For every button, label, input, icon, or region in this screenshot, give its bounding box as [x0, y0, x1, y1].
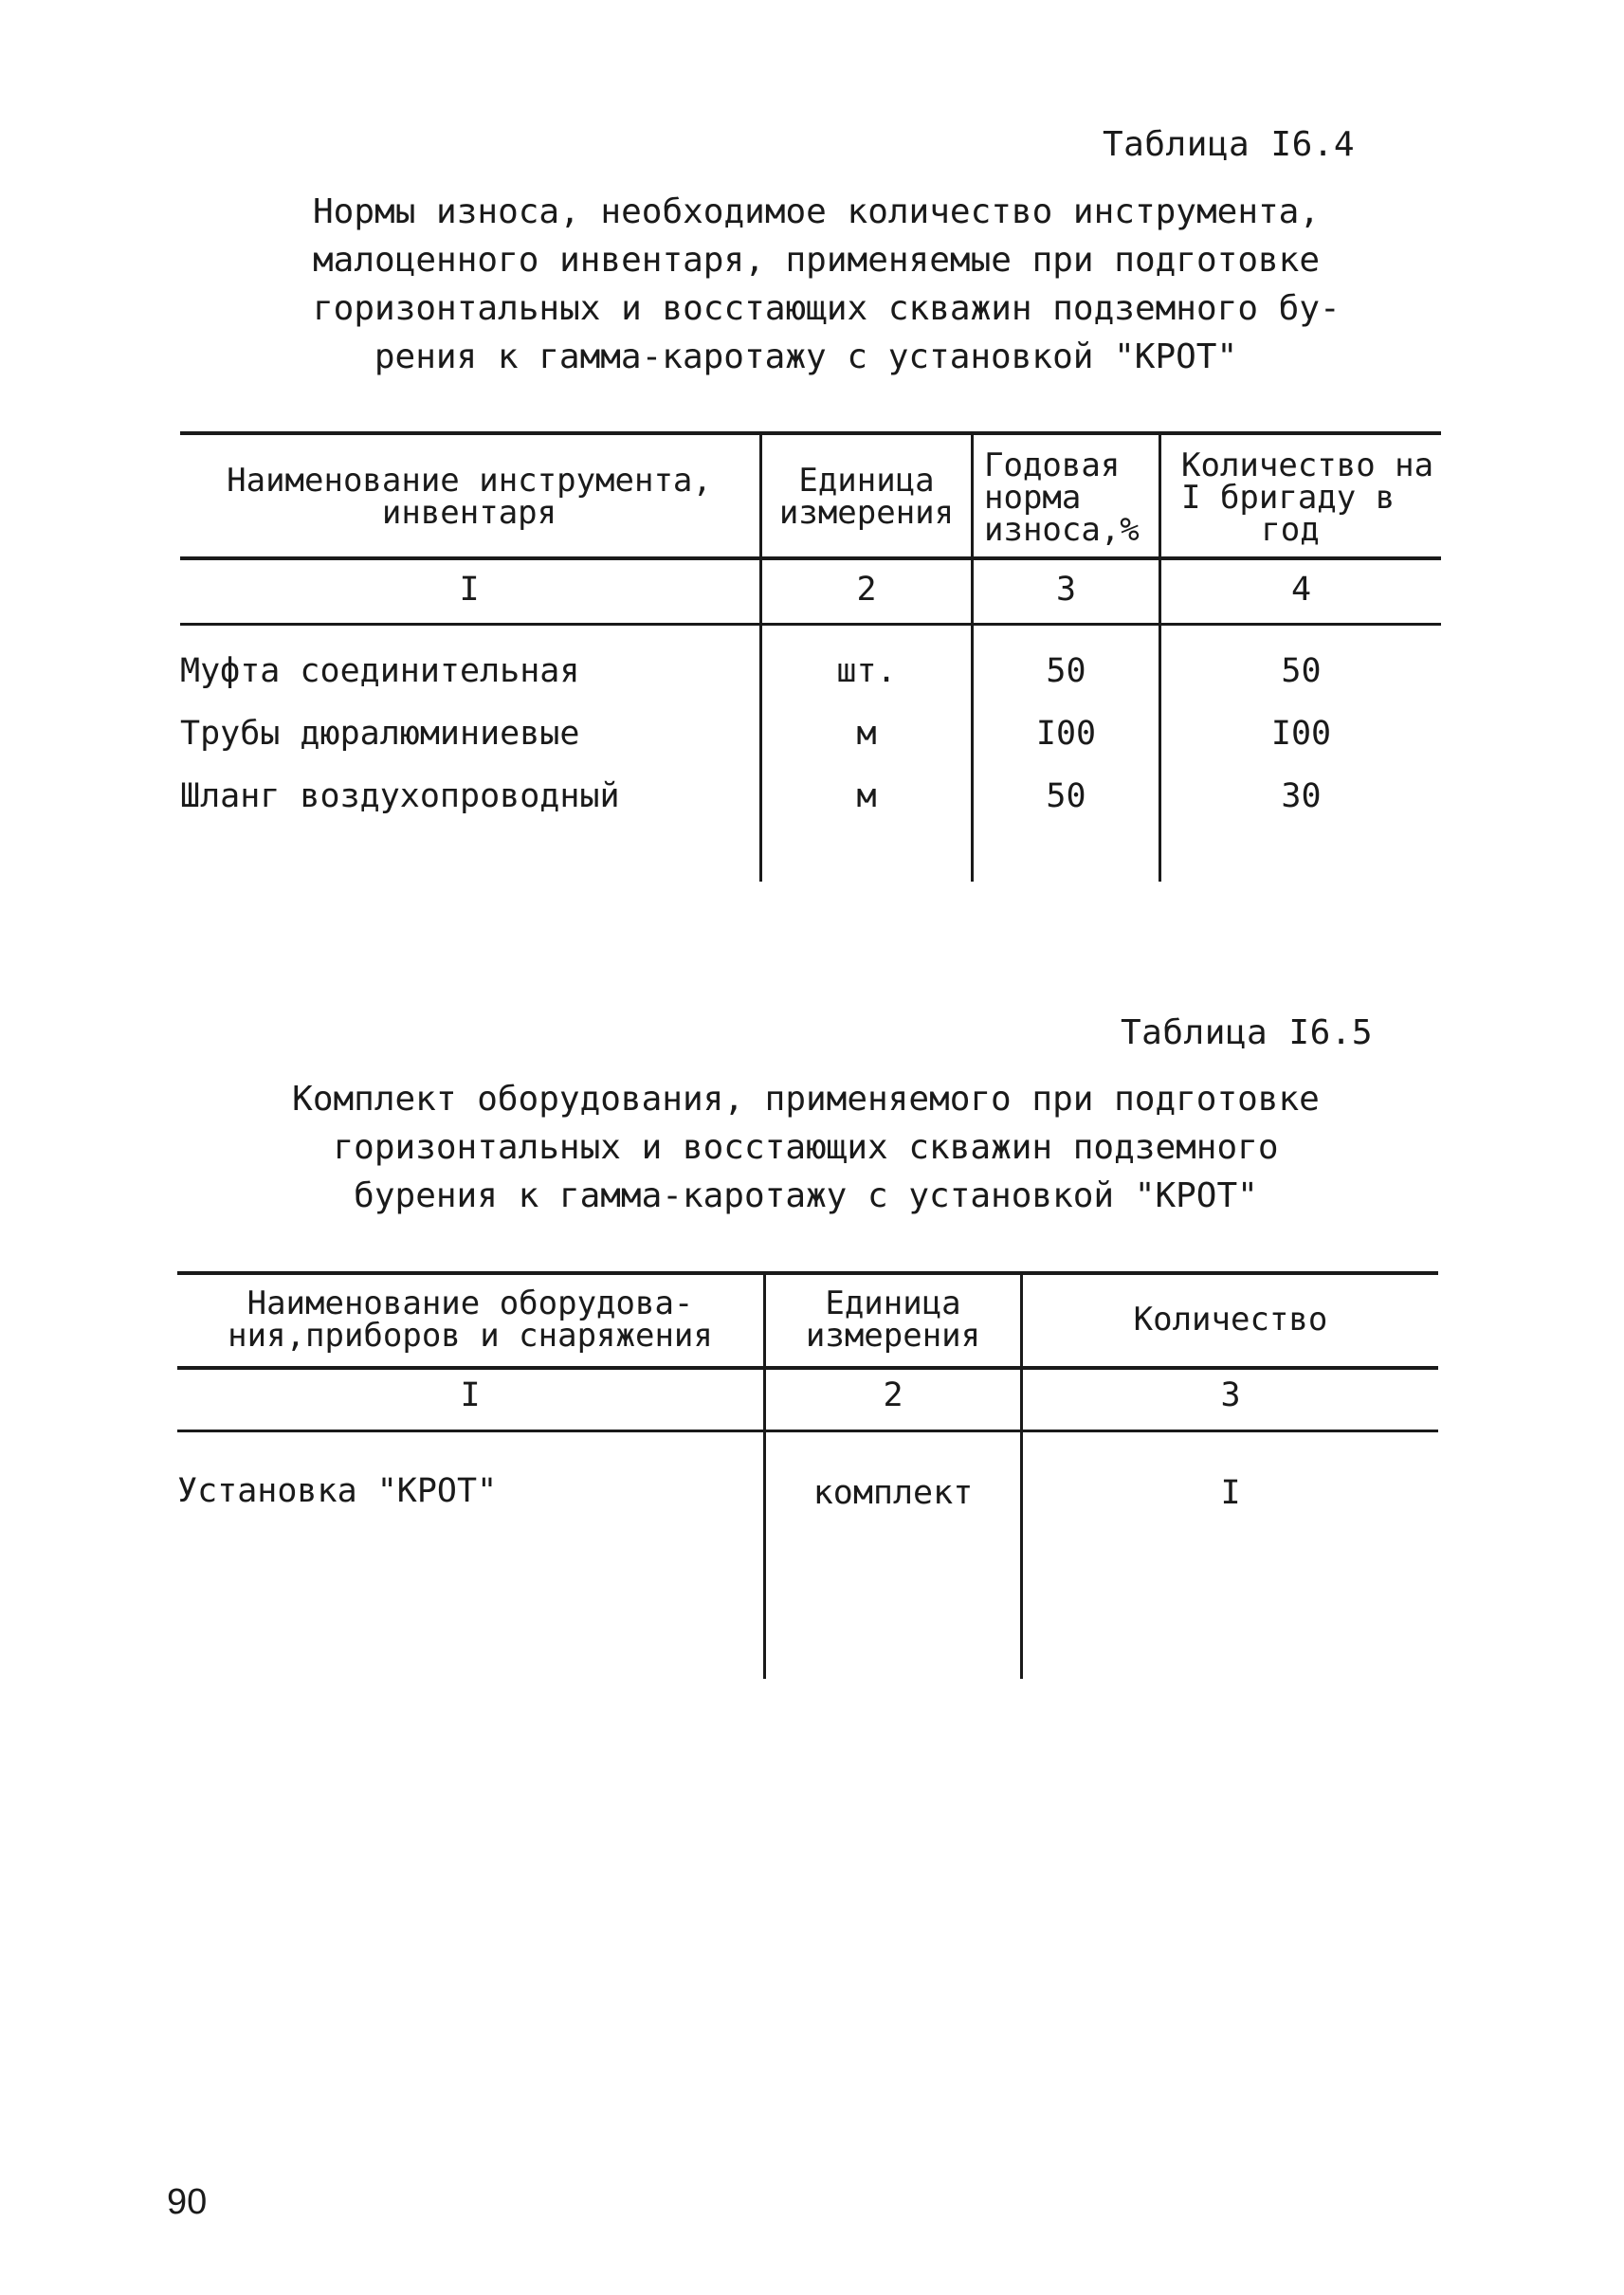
- table-rule: [177, 1430, 1438, 1432]
- row-quantity: I: [1220, 1474, 1241, 1512]
- table-2-label: Таблица I6.5: [1121, 1013, 1374, 1052]
- caption-line: Комплект оборудования, применяемого при подготовке: [292, 1080, 1320, 1119]
- column-number: 2: [883, 1376, 903, 1414]
- row-name: Муфта соединительная: [180, 652, 580, 690]
- table-1-label: Таблица I6.4: [1103, 125, 1356, 164]
- table-rule: [177, 1366, 1438, 1370]
- header-name: Наименование оборудова- ния,приборов и снаряжения: [228, 1284, 713, 1355]
- row-quantity: 50: [1281, 652, 1322, 690]
- table-2-caption: [284, 1075, 1327, 1220]
- header-name: Наименование инструмента, инвентаря: [227, 462, 712, 532]
- header-quantity: Количество: [1133, 1301, 1328, 1339]
- row-unit: шт.: [836, 652, 897, 690]
- caption-line: Нормы износа, необходимое количество инструмента,: [313, 192, 1321, 231]
- table-1-caption: [313, 188, 1341, 381]
- row-name: Установка "КРОТ": [177, 1472, 498, 1510]
- caption-line: горизонтальных и восстающих скважин подземного бу-: [313, 289, 1341, 328]
- row-quantity: I00: [1270, 715, 1332, 753]
- column-number: I: [459, 571, 480, 609]
- row-unit: м: [856, 715, 877, 753]
- caption-line: рения к гамма-каротажу с установкой "КРОТ": [374, 337, 1238, 376]
- header-quantity: Количество на I бригаду в год: [1181, 446, 1434, 549]
- table-rule: [177, 1271, 1438, 1275]
- row-norm: 50: [1046, 777, 1086, 815]
- column-number: 3: [1220, 1376, 1241, 1414]
- row-unit: комплект: [812, 1474, 974, 1512]
- header-norm: Годовая норма износа,%: [984, 446, 1140, 549]
- row-name: Шланг воздухопроводный: [180, 777, 620, 815]
- column-number: 2: [856, 571, 877, 609]
- column-number: 4: [1290, 571, 1312, 609]
- table-rule: [180, 556, 1441, 560]
- row-norm: I00: [1035, 715, 1097, 753]
- header-unit: Единица измерения: [778, 462, 955, 532]
- row-name: Трубы дюралюминиевые: [180, 715, 580, 753]
- header-unit: Единица измерения: [805, 1284, 981, 1355]
- table-rule: [180, 431, 1441, 435]
- caption-line: бурения к гамма-каротажу с установкой "КРОТ": [354, 1176, 1258, 1215]
- table-rule: [180, 623, 1441, 626]
- row-quantity: 30: [1281, 777, 1322, 815]
- row-norm: 50: [1046, 652, 1086, 690]
- row-unit: м: [856, 777, 877, 815]
- column-number: I: [460, 1376, 481, 1414]
- column-number: 3: [1055, 571, 1077, 609]
- caption-line: малоценного инвентаря, применяемые при подготовке: [313, 241, 1321, 280]
- page-number: 90: [167, 2182, 208, 2222]
- caption-line: горизонтальных и восстающих скважин подземного: [333, 1128, 1279, 1167]
